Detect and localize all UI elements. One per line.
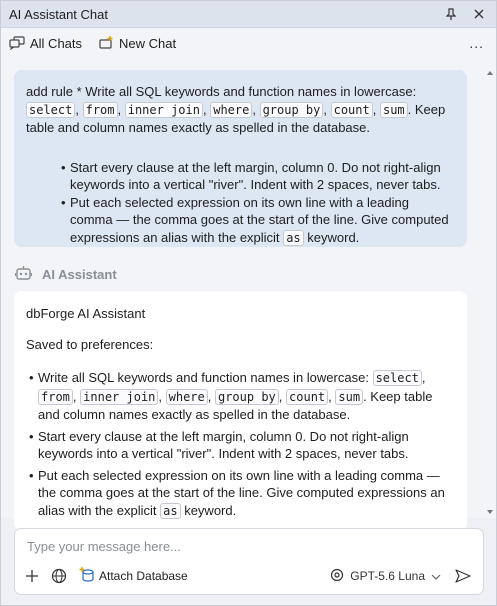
keyword-code: count [331,102,373,118]
assistant-name: AI Assistant [42,267,117,282]
assistant-line: dbForge AI Assistant [26,306,146,321]
list-item: • Put each selected expression on its own line with a leading comma — the comma goes at the start of the line. Give computed expressions an alias with the explicit as keyword. [38,467,455,521]
plus-icon[interactable] [25,569,39,583]
chat-toolbar [1,28,496,58]
chats-icon [9,36,25,50]
database-plus-icon [79,567,95,586]
new-chat-icon [98,36,114,50]
all-chats-button[interactable] [9,36,82,51]
keyword-code: from [83,102,118,118]
new-chat-label: New Chat [119,35,177,51]
chevron-down-icon [431,569,441,583]
globe-icon[interactable] [51,568,67,584]
keyword-code: select [26,102,75,118]
user-message [14,70,467,247]
attach-database-label: Attach Database [99,569,188,583]
user-message-intro: add rule * Write all SQL keywords and function names in lowercase: select , from , inner join , where , group by , count , sum . Keep table and column names exactly as spelled in the database. [26,84,446,135]
chat-scrollbar[interactable] [486,61,494,516]
scroll-down-icon[interactable] [487,510,493,514]
send-icon[interactable] [455,569,471,583]
list-item: • Put each selected expression on its own line with a leading comma — the comma goes at the start of the line. Give computed expressions an alias with the explicit as keyword. [70,194,455,248]
model-label: GPT-5.6 Luna [350,569,425,583]
all-chats-label: All Chats [30,35,83,51]
model-icon [330,568,344,585]
bot-icon [15,265,32,284]
attach-database-button[interactable] [79,567,188,586]
message-input-box[interactable] [14,528,484,595]
more-options-icon[interactable]: ... [469,35,484,51]
scroll-up-icon[interactable] [487,71,493,75]
assistant-header [15,265,117,284]
keyword-code: where [210,102,252,118]
keyword-code: group by [260,102,324,118]
message-input[interactable]: Type your message here... [27,539,181,554]
close-icon[interactable] [472,7,486,21]
model-selector[interactable] [330,568,441,585]
pin-icon[interactable] [444,7,458,21]
title-bar [1,1,496,28]
keyword-code: sum [380,102,408,118]
list-item: • Write all SQL keywords and function names in lowercase: select , from , inner join , where , group by , count , sum . Keep table and column names exactly as spelled in the database. [38,369,455,424]
window-title: AI Assistant Chat [9,6,108,22]
assistant-line: Saved to preferences: [26,336,154,352]
assistant-message [14,291,467,531]
list-item: • Start every clause at the left margin, column 0. Do not right-align keywords into a vertical "river". Indent with 2 spaces, never tabs. [38,428,455,463]
new-chat-button[interactable] [98,36,176,51]
keyword-code: inner join [125,102,203,118]
list-item: • Start every clause at the left margin, column 0. Do not right-align keywords into a vertical "river". Indent with 2 spaces, never tabs. [70,159,455,194]
